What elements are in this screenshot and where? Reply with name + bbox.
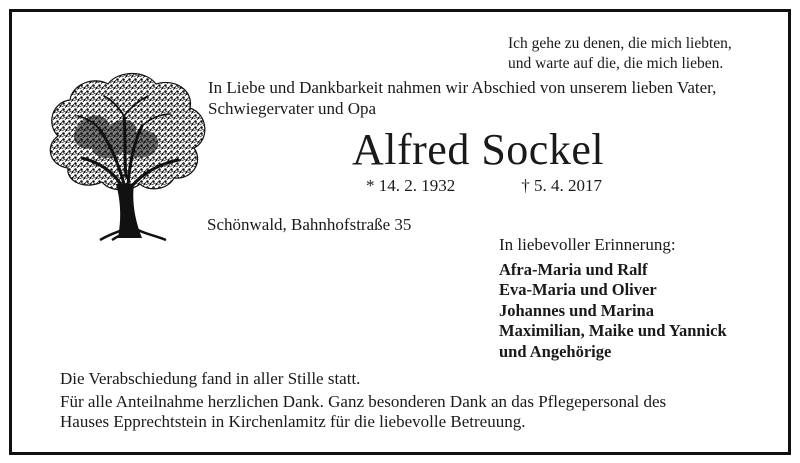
tree-icon xyxy=(38,66,214,242)
mourner-name: und Angehörige xyxy=(499,341,612,361)
life-dates xyxy=(366,175,602,197)
address: Schönwald, Bahnhofstraße 35 xyxy=(207,215,412,234)
intro-line: Schwiegervater und Opa xyxy=(208,99,377,118)
quote-line: Ich gehe zu denen, die mich liebten, xyxy=(508,35,732,52)
mourners-heading: In liebevoller Erinnerung: xyxy=(499,235,676,254)
quote-line: und warte auf die, die mich lieben. xyxy=(508,55,724,72)
death-date: † 5. 4. 2017 xyxy=(521,176,602,195)
thanks-text xyxy=(60,392,666,432)
mourners-list xyxy=(499,260,727,362)
farewell-note: Die Verabschiedung fand in aller Stille statt. xyxy=(60,369,361,388)
mourner-name: Afra-Maria und Ralf xyxy=(499,260,648,279)
intro-text xyxy=(208,77,716,119)
intro-line: In Liebe und Dankbarkeit nahmen wir Abschied von unserem lieben Vater, xyxy=(208,78,717,97)
quote xyxy=(508,34,732,74)
mourner-name: Eva-Maria und Oliver xyxy=(499,280,657,300)
mourner-name: Johannes und Marina xyxy=(499,300,654,320)
mourner-name: Maximilian, Maike und Yannick xyxy=(499,321,727,341)
deceased-name: Alfred Sockel xyxy=(352,125,605,174)
thanks-line: Hauses Epprechtstein in Kirchenlamitz für die liebevolle Betreuung. xyxy=(60,412,526,431)
thanks-line: Für alle Anteilnahme herzlichen Dank. Ganz besonderen Dank an das Pflegepersonal des xyxy=(60,392,667,411)
birth-date: * 14. 2. 1932 xyxy=(366,176,456,195)
